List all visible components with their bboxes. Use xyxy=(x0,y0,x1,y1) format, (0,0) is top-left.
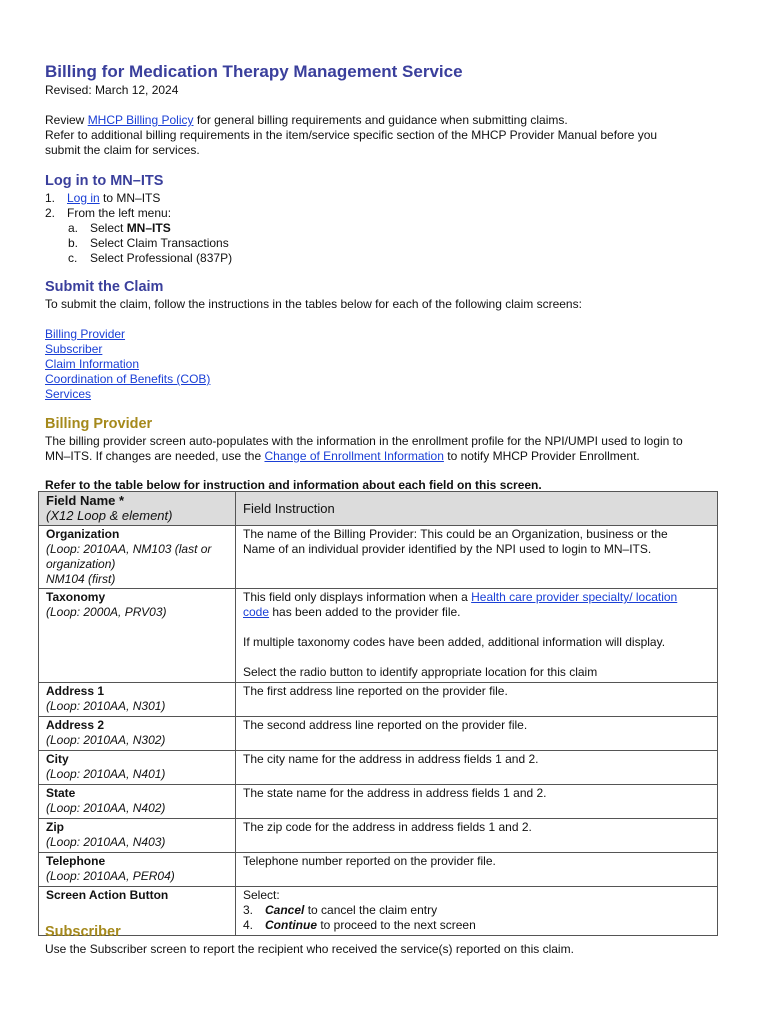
cob-link[interactable]: Coordination of Benefits (COB) xyxy=(45,372,211,386)
billing-provider-line2: MN–ITS. If changes are needed, use the Change of Enrollment Information to notify MHCP Provider Enrollment. xyxy=(45,449,640,463)
submit-heading: Submit the Claim xyxy=(45,279,164,295)
billing-provider-fields-table xyxy=(38,491,718,936)
intro-refer-line1: Refer to additional billing requirements in the item/service specific section of the MHCP Provider Manual before you xyxy=(45,128,658,142)
billing-provider-heading: Billing Provider xyxy=(45,416,153,432)
billing-provider-line1: The billing provider screen auto-populates with the information in the enrollment profile for the NPI/UMPI used to login to xyxy=(45,434,683,448)
table-row: Zip (Loop: 2010AA, N403) The zip code for the address in address fields 1 and 2. xyxy=(39,819,718,853)
login-substep-a: a. Select MN–ITS xyxy=(68,221,171,235)
intro-review-line: Review MHCP Billing Policy for general billing requirements and guidance when submitting claims. xyxy=(45,113,568,127)
log-in-link[interactable]: Log in xyxy=(67,191,100,205)
specialty-location-code-link[interactable]: Health care provider specialty/ location xyxy=(471,590,678,604)
mhcp-billing-policy-link[interactable]: MHCP Billing Policy xyxy=(87,113,194,127)
table-row: Telephone (Loop: 2010AA, PER04) Telephone number reported on the provider file. xyxy=(39,853,718,887)
submit-text: To submit the claim, follow the instructions in the tables below for each of the following claim screens: xyxy=(45,297,582,311)
billing-provider-link[interactable]: Billing Provider xyxy=(45,327,126,341)
intro-refer-line2: submit the claim for services. xyxy=(45,143,200,157)
table-row: State (Loop: 2010AA, N402) The state name for the address in address fields 1 and 2. xyxy=(39,785,718,819)
table-row: Taxonomy (Loop: 2000A, PRV03) This field only displays information when a Health care provider specialty/ location code has been added to the provider file. If multiple taxonomy codes have been added, additional information will display. Select the radio button to identify appropriate location for this claim xyxy=(39,589,718,683)
login-substep-b: b. Select Claim Transactions xyxy=(68,236,229,250)
login-step-2: 2. From the left menu: xyxy=(45,206,172,220)
field-instruction-header: Field Instruction xyxy=(236,492,718,526)
services-link[interactable]: Services xyxy=(45,387,92,401)
login-steps xyxy=(45,191,232,266)
specialty-location-code-link-cont[interactable]: code xyxy=(243,605,270,619)
login-substep-c: c. Select Professional (837P) xyxy=(68,251,233,265)
login-heading: Log in to MN–ITS xyxy=(45,173,164,189)
login-step-1: 1. Log in to MN–ITS xyxy=(45,191,161,205)
table-row: Address 1 (Loop: 2010AA, N301) The first address line reported on the provider file. xyxy=(39,683,718,717)
claim-information-link[interactable]: Claim Information xyxy=(45,357,140,371)
subscriber-heading: Subscriber xyxy=(45,924,121,940)
table-intro: Refer to the table below for instruction and information about each field on this screen. xyxy=(45,478,542,492)
subscriber-link[interactable]: Subscriber xyxy=(45,342,103,356)
table-row: City (Loop: 2010AA, N401) The city name for the address in address fields 1 and 2. xyxy=(39,751,718,785)
page-title: Billing for Medication Therapy Management Service xyxy=(45,62,463,81)
table-row: Address 2 (Loop: 2010AA, N302) The second address line reported on the provider file. xyxy=(39,717,718,751)
field-name-header: Field Name * (X12 Loop & element) xyxy=(39,492,236,526)
table-row: Screen Action Button Select: 3. Cancel to cancel the claim entry 4. Continue to proceed to the next screen xyxy=(39,887,718,936)
table-header-row xyxy=(39,492,718,526)
revised-date: Revised: March 12, 2024 xyxy=(45,83,179,97)
change-of-enrollment-link[interactable]: Change of Enrollment Information xyxy=(264,449,444,463)
subscriber-text: Use the Subscriber screen to report the recipient who received the service(s) reported on this claim. xyxy=(45,942,574,956)
table-row: Organization (Loop: 2010AA, NM103 (last or organization) NM104 (first) The name of the Billing Provider: This could be an Organization, business or the Name of an individual provider identified by the NPI used to login to MN–ITS. xyxy=(39,526,718,589)
claim-screen-links xyxy=(45,327,210,402)
